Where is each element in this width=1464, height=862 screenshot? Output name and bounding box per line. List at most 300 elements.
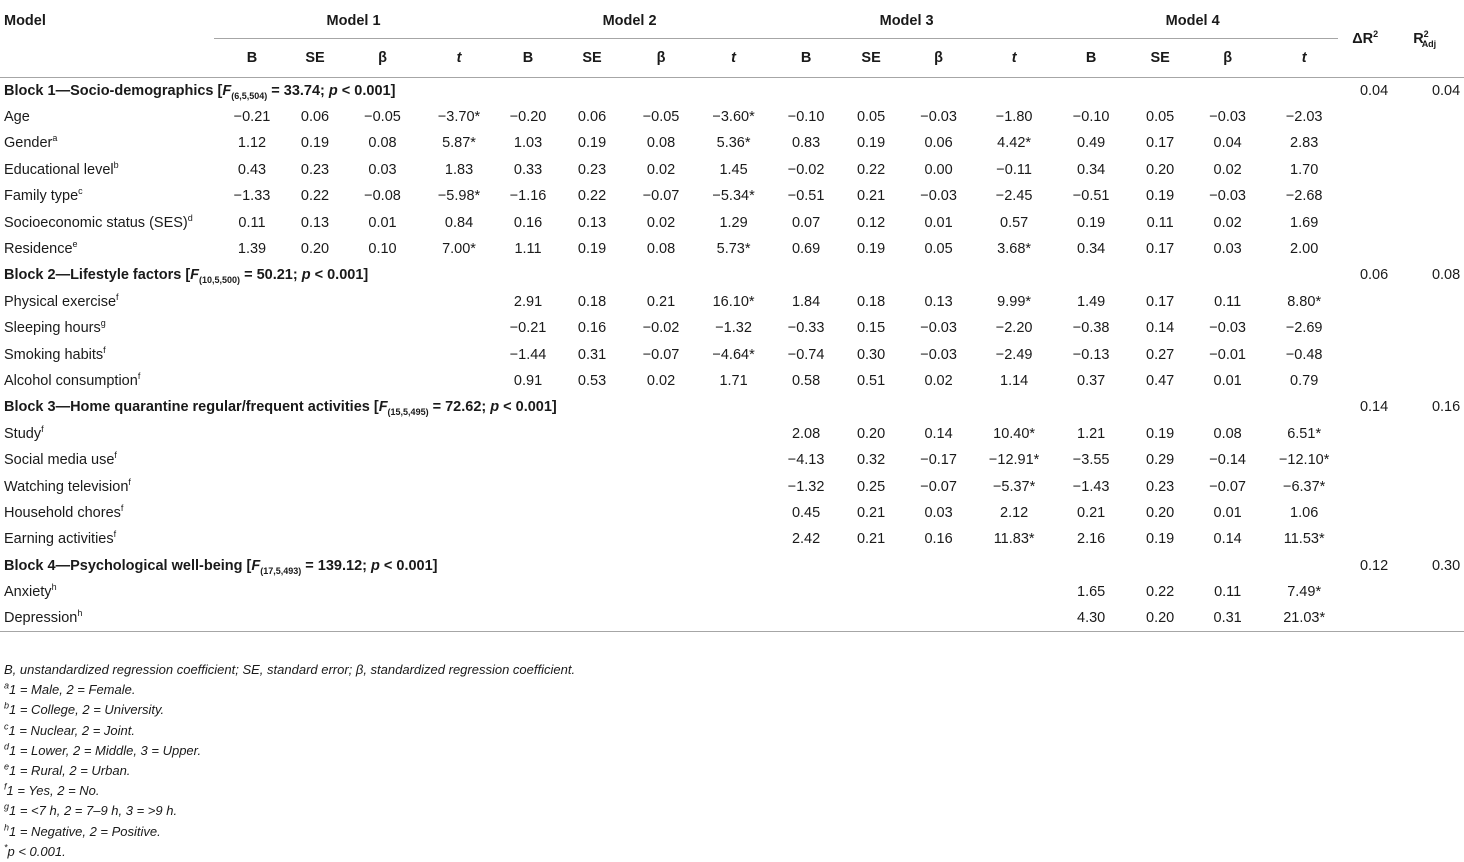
cell-m3-t: −12.91* (988, 452, 1040, 469)
row-label-footnote: h (77, 608, 83, 619)
block-title-pre: Block 2—Lifestyle factors [ (4, 267, 191, 284)
block-title-post: < 0.001] (499, 399, 557, 416)
cell-m3-se: 0.30 (856, 346, 886, 363)
row-label (0, 130, 214, 156)
cell-m2-beta (621, 526, 701, 552)
row-label-text: Depression (4, 610, 78, 627)
cell-m4-b: 0.34 (1077, 161, 1106, 178)
cell-m1-se (290, 500, 340, 526)
row-label-text: Sleeping hours (4, 320, 101, 337)
table-row (0, 605, 1464, 631)
row-label-text: Gender (4, 135, 53, 152)
row-label-footnote: d (187, 212, 193, 223)
cell-m3-se: 0.21 (856, 504, 886, 521)
row-label-text: Residence (4, 241, 73, 258)
cell-m1-b: 0.11 (238, 214, 266, 231)
cell-m1-b (214, 605, 290, 631)
row-label-footnote: e (72, 239, 78, 250)
cell-m1-beta: 0.10 (368, 241, 397, 258)
cell-m1-beta (340, 526, 425, 552)
cell-m3-beta: 0.01 (924, 214, 953, 231)
cell-m1-b (214, 315, 290, 341)
r2adj-value: 0.16 (1431, 399, 1461, 416)
delta-r2-header: $\Delta R^2$ (1352, 28, 1379, 47)
cell-m2-b: 1.03 (513, 135, 543, 152)
cell-m2-se (563, 500, 621, 526)
row-label-text: Age (4, 109, 30, 126)
cell-m2-t (701, 579, 766, 605)
cell-m1-beta (340, 315, 425, 341)
cell-m1-beta: −0.05 (364, 109, 401, 126)
row-label (0, 289, 214, 315)
cell-m2-se: 0.13 (577, 214, 607, 231)
cell-m3-t: 2.12 (1000, 504, 1029, 521)
table-row (0, 315, 1464, 341)
cell-m3-b: −0.10 (787, 109, 825, 126)
cell-m3-beta: −0.03 (920, 188, 957, 205)
cell-m3-se (846, 579, 896, 605)
cell-m2-beta: 0.21 (646, 293, 676, 310)
regression-table (0, 4, 1464, 632)
table-row (0, 183, 1464, 209)
row-label-footnote: f (41, 423, 44, 434)
cell-m1-se: 0.20 (300, 241, 330, 258)
cell-m1-t (425, 447, 493, 473)
cell-m1-t (425, 605, 493, 631)
cell-m4-se: 0.20 (1146, 504, 1175, 521)
cell-m1-se: 0.23 (300, 161, 330, 178)
cell-m1-t (425, 500, 493, 526)
cell-m4-t: 0.79 (1290, 372, 1319, 389)
cell-m1-b: 0.43 (237, 161, 267, 178)
cell-m4-t: 1.06 (1290, 504, 1319, 521)
row-label (0, 421, 214, 447)
footnote-marker: * (4, 842, 8, 853)
cell-m4-se: 0.20 (1135, 605, 1185, 631)
cell-m2-b: 0.16 (513, 214, 543, 231)
cell-m2-se (563, 605, 621, 631)
block-header-row (0, 262, 1464, 288)
model-4-header: Model 4 (1165, 13, 1220, 29)
cell-m2-t (701, 421, 766, 447)
cell-m3-se: 0.05 (856, 109, 886, 126)
cell-m2-beta: −0.07 (642, 346, 680, 363)
cell-m1-t (425, 368, 493, 394)
cell-m1-b (214, 421, 290, 447)
cell-m4-se: 0.23 (1146, 478, 1175, 495)
cell-m2-se (563, 526, 621, 552)
block-title-mid: = 139.12; (301, 557, 371, 574)
footnote-line (4, 680, 575, 700)
footnote-marker: f (4, 781, 7, 792)
cell-m1-se: 0.13 (300, 214, 330, 231)
cell-m2-beta (621, 473, 701, 499)
footnote-marker: g (4, 801, 10, 812)
row-label-text: Socioeconomic status (SES) (4, 214, 188, 231)
row-label-footnote: g (100, 318, 106, 329)
cell-m4-b: −0.10 (1072, 109, 1110, 126)
cell-m2-se: 0.19 (577, 241, 607, 258)
block-header-row (0, 553, 1464, 579)
cell-m1-t: −5.98* (437, 188, 481, 205)
cell-m3-t: 11.83* (993, 531, 1035, 548)
footnote-marker: e (4, 761, 10, 772)
delta-r2-value: 0.12 (1359, 557, 1389, 574)
cell-m2-b (493, 605, 563, 631)
cell-m4-t: 2.00 (1290, 241, 1319, 258)
cell-m4-t: −2.03 (1285, 109, 1323, 126)
cell-m4-se: 0.19 (1146, 188, 1175, 205)
cell-m2-beta: −0.07 (642, 188, 680, 205)
cell-m2-beta: 0.02 (646, 161, 676, 178)
cell-m4-t: 1.69 (1290, 214, 1319, 231)
table-row (0, 341, 1464, 367)
cell-m4-beta: 0.01 (1213, 504, 1242, 521)
cell-m4-b: 0.34 (1077, 241, 1106, 258)
cell-m1-b (214, 289, 290, 315)
row-label-text: Earning activities (4, 531, 114, 548)
cell-m1-se: 0.06 (300, 109, 330, 126)
cell-m4-se: 0.19 (1146, 425, 1175, 442)
cell-m4-beta: −0.14 (1209, 452, 1246, 469)
block-title-pre: Block 3—Home quarantine regular/frequent activities [ (4, 399, 379, 416)
cell-m4-beta: 0.14 (1213, 531, 1242, 548)
cell-m4-b: 0.49 (1077, 135, 1106, 152)
r2adj-header: $R^2_{Adj}$ (1413, 28, 1437, 49)
cell-m3-t: 4.42* (997, 135, 1032, 152)
cell-m4-b: −0.38 (1072, 320, 1110, 337)
delta-r2-value: 0.06 (1359, 267, 1389, 284)
footnote-line (4, 700, 575, 720)
cell-m1-b (214, 473, 290, 499)
cell-m2-t (701, 605, 766, 631)
table-row (0, 104, 1464, 130)
cell-m1-t: −3.70* (437, 109, 481, 126)
subcol-header-t: t (701, 39, 766, 78)
row-label (0, 605, 214, 631)
cell-m4-se: 0.47 (1146, 372, 1175, 389)
row-label (0, 104, 214, 130)
cell-m1-se (290, 368, 340, 394)
cell-m1-t: 1.83 (444, 161, 474, 178)
cell-m3-t: −0.11 (996, 161, 1032, 178)
cell-m3-se: 0.15 (856, 320, 886, 337)
footnote-text: B, unstandardized regression coefficient; SE, standard error; β, standardized regression coefficient. (4, 662, 576, 677)
cell-m4-beta: 0.01 (1213, 372, 1242, 389)
cell-m3-t (981, 579, 1047, 605)
cell-m1-t (425, 289, 493, 315)
cell-m4-se: 0.17 (1146, 135, 1175, 152)
cell-m4-beta: −0.01 (1209, 346, 1246, 363)
cell-m1-b (214, 579, 290, 605)
cell-m2-beta (621, 579, 701, 605)
footnote-marker: b (4, 701, 10, 712)
row-label-text: Study (4, 425, 42, 442)
r2adj-value: 0.04 (1431, 82, 1461, 99)
table-row (0, 526, 1464, 552)
subcol-header-b: B (493, 39, 563, 78)
block-title-df: (17,5,493) (260, 565, 302, 576)
cell-m4-beta: −0.03 (1209, 320, 1246, 337)
cell-m2-beta: −0.05 (642, 109, 680, 126)
cell-m2-b (493, 421, 563, 447)
cell-m1-se (290, 447, 340, 473)
cell-m1-beta (340, 368, 425, 394)
row-label (0, 341, 214, 367)
footnote-text: 1 = <7 h, 2 = 7–9 h, 3 = >9 h. (9, 803, 178, 819)
cell-m1-beta (340, 289, 425, 315)
cell-m2-se (563, 473, 621, 499)
cell-m1-se (290, 579, 340, 605)
subcol-header-t: t (425, 39, 493, 78)
cell-m3-t (981, 605, 1047, 631)
block-title-pre: Block 1—Socio-demographics [ (4, 82, 223, 99)
table-row (0, 209, 1464, 235)
row-label-footnote: f (120, 503, 124, 514)
cell-m1-t (425, 421, 493, 447)
cell-m4-beta: −0.07 (1209, 478, 1246, 495)
cell-m2-se: 0.19 (577, 135, 607, 152)
footnote-marker: h (4, 822, 10, 833)
cell-m2-se: 0.18 (577, 293, 607, 310)
row-label-footnote: f (116, 291, 119, 302)
block-title-post: < 0.001] (379, 557, 438, 574)
cell-m2-b: 1.11 (514, 241, 542, 258)
cell-m1-beta (340, 447, 425, 473)
cell-m1-beta (340, 341, 425, 367)
cell-m3-beta: 0.06 (924, 135, 953, 152)
cell-m1-t (425, 315, 493, 341)
cell-m1-beta: −0.08 (364, 188, 401, 205)
table-row (0, 473, 1464, 499)
cell-m1-se (290, 526, 340, 552)
table-body (0, 78, 1464, 632)
footnote-text: 1 = Nuclear, 2 = Joint. (8, 722, 135, 738)
cell-m2-t: 1.45 (719, 161, 748, 178)
subcol-header-t: t (1270, 39, 1338, 78)
cell-m2-t (701, 526, 766, 552)
cell-m1-t: 5.87* (442, 135, 476, 152)
cell-m3-b: 0.07 (791, 214, 821, 231)
cell-m3-t: −5.37* (992, 478, 1036, 495)
block-title (0, 553, 1338, 579)
cell-m3-b: 2.42 (791, 531, 821, 548)
cell-m2-beta: 0.02 (646, 372, 676, 389)
cell-m3-beta: −0.03 (920, 109, 957, 126)
cell-m4-se: 0.22 (1146, 584, 1175, 601)
footnote-text: 1 = Rural, 2 = Urban. (9, 762, 131, 778)
block-title-mid: = 72.62; (428, 399, 491, 416)
block-title (0, 78, 1338, 104)
cell-m2-b: −1.16 (509, 188, 547, 205)
row-label-text: Anxiety (4, 584, 52, 601)
cell-m1-se (290, 315, 340, 341)
cell-m2-t: −1.32 (715, 320, 752, 337)
cell-m2-b: −1.44 (509, 346, 547, 363)
table-row (0, 289, 1464, 315)
cell-m4-b: −1.43 (1072, 478, 1110, 495)
cell-m4-beta: 0.02 (1213, 214, 1242, 231)
cell-m2-beta: −0.02 (642, 320, 680, 337)
table-row (0, 236, 1464, 262)
footnote-line (4, 822, 575, 842)
cell-m4-se: 0.20 (1146, 161, 1175, 178)
table-row (0, 500, 1464, 526)
cell-m3-b: 0.58 (791, 372, 821, 389)
cell-m2-se: 0.16 (577, 320, 607, 337)
cell-m4-t: −0.48 (1285, 346, 1323, 363)
row-label (0, 473, 214, 499)
cell-m4-t: 11.53* (1283, 531, 1325, 548)
cell-m4-beta: 0.11 (1214, 584, 1242, 601)
cell-m1-b: 1.39 (237, 241, 267, 258)
cell-m3-se (846, 605, 896, 631)
cell-m4-se: 0.11 (1146, 214, 1174, 231)
block-title-post: < 0.001] (310, 267, 369, 284)
block-title (0, 394, 1338, 420)
cell-m2-se (563, 579, 621, 605)
cell-m4-t: 2.83 (1290, 135, 1319, 152)
block-title-p: p (301, 267, 311, 284)
table-row (0, 368, 1464, 394)
cell-m1-b (214, 526, 290, 552)
cell-m2-t: 5.73* (716, 241, 751, 258)
delta-r2-value: 0.04 (1359, 82, 1389, 99)
subcol-header-beta: β (340, 39, 425, 78)
subcol-header-se: SE (1135, 39, 1185, 78)
subcol-header-b: B (1047, 39, 1135, 78)
cell-m4-se: 0.05 (1146, 109, 1175, 126)
cell-m2-se: 0.06 (577, 109, 607, 126)
r2adj-value: 0.30 (1431, 557, 1461, 574)
block-header-row (0, 78, 1464, 104)
row-label-footnote: h (51, 582, 57, 593)
cell-m2-t (701, 447, 766, 473)
cell-m3-b: −0.33 (787, 320, 825, 337)
cell-m3-b: −0.74 (787, 346, 825, 363)
row-label-footnote: f (114, 450, 117, 461)
block-title-p: p (328, 82, 338, 99)
block-header-row (0, 394, 1464, 420)
cell-m1-se (290, 605, 340, 631)
cell-m1-se: 0.19 (300, 135, 330, 152)
cell-m2-t: 5.36* (716, 135, 751, 152)
block-title-df: (6,5,504) (231, 90, 268, 101)
footnote-text: 1 = Yes, 2 = No. (6, 783, 100, 799)
cell-m3-t: −2.20 (995, 320, 1033, 337)
block-title-p: p (371, 557, 380, 574)
cell-m3-b: −0.02 (787, 161, 825, 178)
cell-m3-b: 0.83 (791, 135, 821, 152)
cell-m2-b (493, 447, 563, 473)
r2adj-value: 0.08 (1431, 267, 1461, 284)
table-row (0, 421, 1464, 447)
cell-m1-b (214, 447, 290, 473)
cell-m1-beta (340, 421, 425, 447)
delta-r2-value: 0.14 (1359, 399, 1389, 416)
footnote-line (4, 741, 575, 761)
footnote-marker: a (4, 680, 10, 691)
row-label (0, 447, 214, 473)
cell-m3-t: 3.68* (997, 241, 1032, 258)
cell-m4-b: −3.55 (1072, 452, 1110, 469)
cell-m2-beta (621, 605, 701, 631)
row-label-footnote: c (78, 186, 83, 197)
cell-m3-beta: 0.14 (924, 425, 953, 442)
subcol-header-se: SE (290, 39, 340, 78)
cell-m2-t: 1.29 (719, 214, 748, 231)
footnote-line (4, 801, 575, 821)
cell-m2-se (563, 421, 621, 447)
cell-m1-se (290, 341, 340, 367)
cell-m2-se: 0.53 (577, 372, 607, 389)
cell-m4-b: 1.49 (1077, 293, 1106, 310)
cell-m2-se (563, 447, 621, 473)
footnote-text: p < 0.001. (7, 843, 66, 859)
cell-m4-beta: 0.31 (1185, 605, 1270, 631)
row-label-footnote: f (113, 529, 117, 540)
block-title-p: p (490, 399, 500, 416)
cell-m4-t: −6.37* (1282, 478, 1326, 495)
cell-m3-se: 0.51 (856, 372, 886, 389)
row-label (0, 579, 214, 605)
cell-m4-b: 4.30 (1047, 605, 1135, 631)
cell-m3-beta: 0.05 (924, 241, 953, 258)
cell-m3-beta: 0.13 (924, 293, 953, 310)
row-label-footnote: b (113, 160, 119, 171)
cell-m2-t: 16.10* (712, 293, 755, 310)
cell-m4-se: 0.17 (1146, 293, 1175, 310)
row-label-footnote: f (103, 344, 106, 355)
row-label-text: Smoking habits (4, 346, 104, 363)
cell-m4-b: 1.65 (1077, 584, 1106, 601)
cell-m4-t: 7.49* (1287, 584, 1322, 601)
cell-m3-b: −4.13 (787, 452, 825, 469)
cell-m4-beta: 0.03 (1213, 241, 1242, 258)
model-column-header: Model (4, 13, 46, 30)
subcol-header-b: B (214, 39, 290, 78)
cell-m1-t (425, 526, 493, 552)
row-label-footnote: a (52, 133, 58, 144)
cell-m4-t: 8.80* (1287, 293, 1322, 310)
cell-m2-beta (621, 421, 701, 447)
subcol-header-se: SE (563, 39, 621, 78)
table-footnotes (4, 660, 575, 862)
cell-m3-t: −2.45 (995, 188, 1033, 205)
cell-m2-beta: 0.08 (646, 241, 676, 258)
cell-m1-beta: 0.01 (368, 214, 397, 231)
cell-m2-b: 0.91 (513, 372, 543, 389)
cell-m4-t: 21.03* (1270, 605, 1338, 631)
cell-m1-b (214, 368, 290, 394)
subcol-header-b: B (766, 39, 846, 78)
cell-m2-b: −0.20 (509, 109, 547, 126)
block-title (0, 262, 1338, 288)
cell-m3-se: 0.21 (856, 188, 886, 205)
cell-m3-se: 0.32 (856, 452, 886, 469)
cell-m4-beta: 0.04 (1213, 135, 1242, 152)
table-row (0, 130, 1464, 156)
cell-m1-beta (340, 500, 425, 526)
cell-m2-b (493, 500, 563, 526)
cell-m1-b (214, 500, 290, 526)
cell-m3-beta: −0.07 (920, 478, 957, 495)
footnote-marker: c (4, 721, 9, 732)
cell-m1-beta (340, 605, 425, 631)
row-label (0, 209, 214, 235)
cell-m1-t (425, 341, 493, 367)
cell-m3-b: 1.84 (791, 293, 821, 310)
